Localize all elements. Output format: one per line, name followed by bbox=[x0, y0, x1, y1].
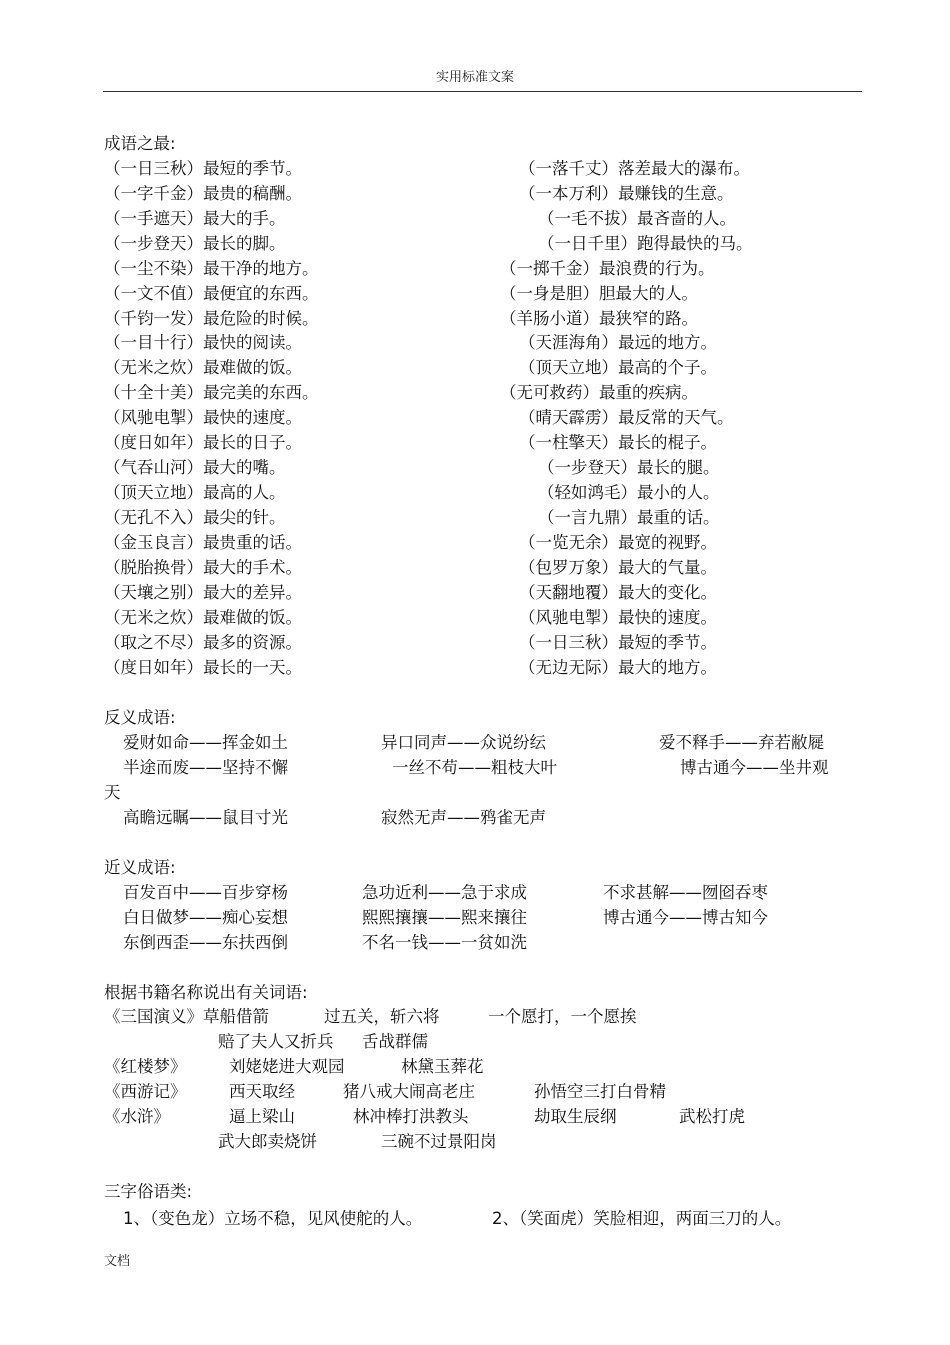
superlative-right-item: （无边无际）最大的地方。 bbox=[519, 658, 717, 677]
book-item: 赔了夫人又折兵 bbox=[218, 1032, 334, 1051]
antonym-pair: 一丝不苟——粗枝大叶 bbox=[392, 758, 557, 777]
antonym-pair: 高瞻远瞩——鼠目寸光 bbox=[123, 808, 288, 827]
section-heading-antonyms: 反义成语: bbox=[104, 708, 176, 727]
synonym-pair: 急功近利——急于求成 bbox=[362, 883, 527, 902]
superlative-right-item: （晴天霹雳）最反常的天气。 bbox=[519, 408, 734, 427]
page-header: 实用标准文案 bbox=[435, 70, 514, 85]
superlative-right-item: （一言九鼎）最重的话。 bbox=[538, 508, 720, 527]
superlative-right-item: （无可救药）最重的疾病。 bbox=[500, 383, 698, 402]
header-divider bbox=[103, 91, 862, 92]
synonym-pair: 不名一钱——一贫如洗 bbox=[362, 933, 527, 952]
book-item: 武大郎卖烧饼 bbox=[218, 1132, 317, 1151]
book-item: 林冲棒打洪教头 bbox=[353, 1107, 469, 1126]
antonym-pair: 异口同声——众说纷纭 bbox=[381, 733, 546, 752]
superlative-right-item: （包罗万象）最大的气量。 bbox=[519, 558, 717, 577]
book-item: 猪八戒大闹高老庄 bbox=[343, 1082, 475, 1101]
superlative-right-item: （一落千丈）落差最大的瀑布。 bbox=[519, 159, 750, 178]
superlative-left-item: （一手遮天）最大的手。 bbox=[104, 209, 286, 228]
synonym-pair: 百发百中——百步穿杨 bbox=[123, 883, 288, 902]
book-item: 武松打虎 bbox=[679, 1107, 745, 1126]
superlative-right-item: （一日三秋）最短的季节。 bbox=[519, 633, 717, 652]
book-title: 《水浒》 bbox=[104, 1107, 170, 1126]
three-char-item: 1、（变色龙）立场不稳，见风使舵的人。 bbox=[123, 1209, 423, 1228]
superlative-left-item: （一尘不染）最干净的地方。 bbox=[104, 259, 319, 278]
antonym-pair-wrap: 天 bbox=[104, 783, 121, 802]
superlative-left-item: （一字千金）最贵的稿酬。 bbox=[104, 184, 302, 203]
synonym-pair: 熙熙攘攘——熙来攘往 bbox=[362, 908, 527, 927]
book-item: 过五关，斩六将 bbox=[324, 1007, 440, 1026]
book-item: 孙悟空三打白骨精 bbox=[534, 1082, 666, 1101]
book-item: 劫取生辰纲 bbox=[534, 1107, 617, 1126]
book-item: 《三国演义》草船借箭 bbox=[104, 1007, 269, 1026]
book-title: 《红楼梦》 bbox=[104, 1057, 187, 1076]
superlative-right-item: （一日千里）跑得最快的马。 bbox=[538, 234, 753, 253]
superlative-left-item: （顶天立地）最高的人。 bbox=[104, 483, 286, 502]
superlative-left-item: （度日如年）最长的日子。 bbox=[104, 433, 302, 452]
book-item: 西天取经 bbox=[229, 1082, 295, 1101]
superlative-left-item: （脱胎换骨）最大的手术。 bbox=[104, 558, 302, 577]
superlative-left-item: （十全十美）最完美的东西。 bbox=[104, 383, 319, 402]
superlative-right-item: （一柱擎天）最长的棍子。 bbox=[519, 433, 717, 452]
synonym-pair: 白日做梦——痴心妄想 bbox=[123, 908, 288, 927]
section-heading-three-char: 三字俗语类: bbox=[104, 1182, 193, 1201]
superlative-right-item: （羊肠小道）最狭窄的路。 bbox=[500, 309, 698, 328]
book-item: 舌战群儒 bbox=[362, 1032, 428, 1051]
superlative-left-item: （金玉良言）最贵重的话。 bbox=[104, 533, 302, 552]
book-item: 一个愿打，一个愿挨 bbox=[488, 1007, 637, 1026]
superlative-right-item: （一身是胆）胆最大的人。 bbox=[500, 284, 698, 303]
section-heading-superlative: 成语之最: bbox=[104, 134, 176, 153]
superlative-left-item: （天壤之别）最大的差异。 bbox=[104, 583, 302, 602]
antonym-pair: 半途而废——坚持不懈 bbox=[123, 758, 288, 777]
superlative-right-item: （一毛不拔）最吝啬的人。 bbox=[538, 209, 736, 228]
antonym-pair: 博古通今——坐井观 bbox=[680, 758, 829, 777]
superlative-left-item: （无米之炊）最难做的饭。 bbox=[104, 608, 302, 627]
superlative-left-item: （取之不尽）最多的资源。 bbox=[104, 633, 302, 652]
synonym-pair: 东倒西歪——东扶西倒 bbox=[123, 933, 288, 952]
superlative-left-item: （千钧一发）最危险的时候。 bbox=[104, 309, 319, 328]
three-char-item: 2、（笑面虎）笑脸相迎，两面三刀的人。 bbox=[492, 1209, 792, 1228]
superlative-left-item: （气吞山河）最大的嘴。 bbox=[104, 458, 286, 477]
superlative-left-item: （一目十行）最快的阅读。 bbox=[104, 333, 302, 352]
superlative-right-item: （风驰电掣）最快的速度。 bbox=[519, 608, 717, 627]
superlative-right-item: （一步登天）最长的腿。 bbox=[538, 458, 720, 477]
superlative-left-item: （一日三秋）最短的季节。 bbox=[104, 159, 302, 178]
superlative-right-item: （天涯海角）最远的地方。 bbox=[519, 333, 717, 352]
book-item: 逼上梁山 bbox=[229, 1107, 295, 1126]
superlative-right-item: （顶天立地）最高的个子。 bbox=[519, 358, 717, 377]
antonym-pair: 爱不释手——弃若敝屣 bbox=[659, 733, 824, 752]
superlative-right-item: （一览无余）最宽的视野。 bbox=[519, 533, 717, 552]
book-item: 林黛玉葬花 bbox=[401, 1057, 484, 1076]
superlative-left-item: （一文不值）最便宜的东西。 bbox=[104, 284, 319, 303]
antonym-pair: 爱财如命——挥金如土 bbox=[123, 733, 288, 752]
synonym-pair: 博古通今——博古知今 bbox=[603, 908, 768, 927]
antonym-pair: 寂然无声——鸦雀无声 bbox=[381, 808, 546, 827]
synonym-pair: 不求甚解——囫囵吞枣 bbox=[603, 883, 768, 902]
superlative-right-item: （一掷千金）最浪费的行为。 bbox=[500, 259, 715, 278]
superlative-left-item: （无孔不入）最尖的针。 bbox=[104, 508, 286, 527]
superlative-right-item: （天翻地覆）最大的变化。 bbox=[519, 583, 717, 602]
superlative-right-item: （一本万利）最赚钱的生意。 bbox=[519, 184, 734, 203]
book-title: 《西游记》 bbox=[104, 1082, 187, 1101]
superlative-left-item: （一步登天）最长的脚。 bbox=[104, 234, 286, 253]
section-heading-books: 根据书籍名称说出有关词语: bbox=[104, 983, 308, 1002]
superlative-left-item: （度日如年）最长的一天。 bbox=[104, 658, 302, 677]
book-item: 刘姥姥进大观园 bbox=[229, 1057, 345, 1076]
section-heading-synonyms: 近义成语: bbox=[104, 858, 176, 877]
page-footer: 文档 bbox=[104, 1254, 131, 1269]
superlative-left-item: （风驰电掣）最快的速度。 bbox=[104, 408, 302, 427]
superlative-left-item: （无米之炊）最难做的饭。 bbox=[104, 358, 302, 377]
superlative-right-item: （轻如鸿毛）最小的人。 bbox=[538, 483, 720, 502]
book-item: 三碗不过景阳岗 bbox=[381, 1132, 497, 1151]
